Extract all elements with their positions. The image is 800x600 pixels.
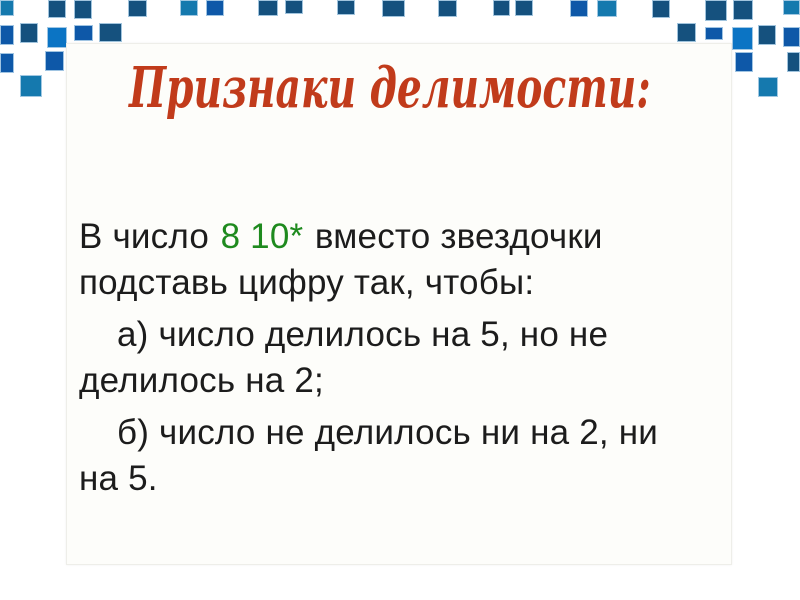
decor-square (783, 27, 800, 47)
decor-square (45, 51, 64, 71)
decor-square (285, 0, 303, 14)
task-item-b-line-2: на 5. (79, 459, 158, 498)
decor-square (206, 0, 224, 16)
slide-body-text (79, 214, 719, 502)
decor-square (787, 52, 800, 72)
decor-square (597, 0, 617, 17)
decor-square (705, 0, 727, 21)
decor-square (20, 23, 38, 43)
decor-square (783, 0, 800, 15)
decor-square (180, 0, 198, 16)
decor-square (758, 25, 776, 45)
decor-square (732, 27, 753, 50)
decor-square (758, 77, 778, 97)
task-intro-line-2: подставь цифру так, чтобы: (79, 263, 535, 302)
decor-square (0, 53, 14, 73)
decor-square (438, 0, 457, 17)
decor-square (515, 0, 533, 16)
decor-square (337, 0, 355, 15)
decor-square (74, 0, 92, 19)
task-item-b-line-1: б) число не делилось ни на 2, ни (117, 413, 658, 452)
decor-square (652, 0, 670, 18)
decor-square (382, 0, 405, 17)
decor-square (0, 0, 14, 16)
decor-square (128, 0, 147, 17)
task-intro-line-1 (79, 214, 719, 260)
decor-square (0, 25, 14, 45)
intro-text-after: вместо звездочки (314, 217, 603, 256)
decor-square (677, 23, 696, 42)
decor-square (570, 0, 588, 17)
decor-square (74, 25, 93, 41)
decor-square (705, 27, 723, 40)
decor-square (48, 0, 66, 18)
intro-text-before: В число (79, 217, 210, 256)
decor-square (47, 27, 67, 48)
task-item-a-line-2: делилось на 2; (79, 361, 324, 400)
decor-square (493, 0, 510, 16)
decor-square (99, 23, 122, 42)
highlighted-number: 8 10* (220, 217, 304, 256)
decor-square (735, 52, 753, 72)
decor-square (733, 0, 753, 20)
slide-title: Признаки делимости: (129, 55, 651, 121)
decor-square (20, 75, 42, 97)
decor-square (258, 0, 278, 16)
slide-content-card (66, 43, 732, 565)
task-item-a-line-1: а) число делилось на 5, но не (117, 315, 609, 354)
